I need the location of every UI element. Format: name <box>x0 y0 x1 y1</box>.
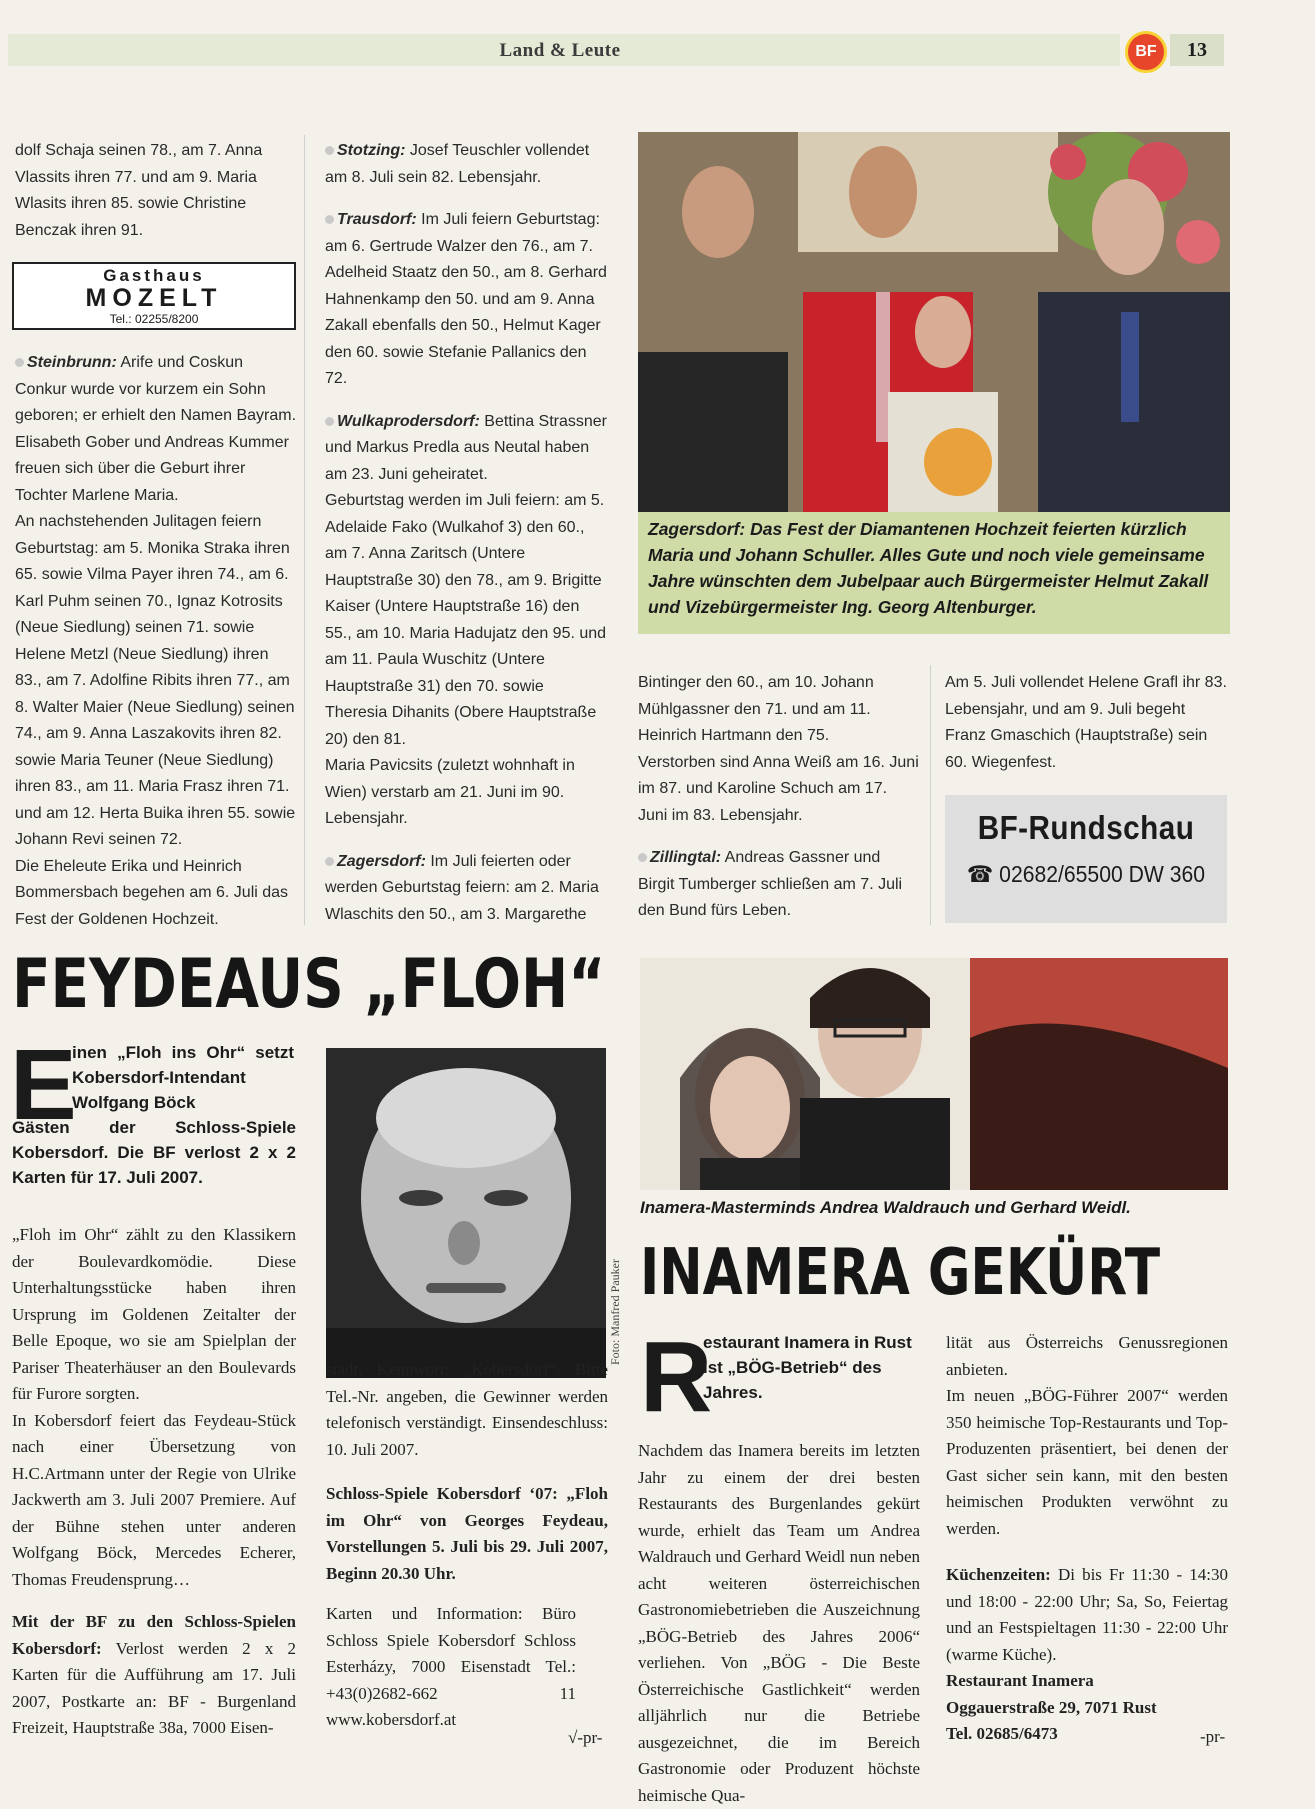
paragraph: Im neuen „BÖG-Führer 2007“ werden 350 heimische Top-Restaurants und Top-Produzenten präsentiert, bei denen der Gast sicher sein kann, mit den besten heimischen Produkten verwöhnt zu werden. <box>946 1386 1228 1538</box>
photo-diamond-wedding <box>638 132 1230 512</box>
article-lead: inen „Floh ins Ohr“ setzt Kobersdorf-Intendant Wolfgang Böck <box>72 1043 294 1112</box>
paragraph: Zagersdorf: Im Juli feierten oder werden Geburtstag feiern: am 2. Maria Wlaschits den 50., am 3. Margarethe <box>325 852 599 923</box>
paragraph: Stotzing: Josef Teuschler vollendet am 8. Juli sein 82. Lebensjahr. <box>325 142 590 186</box>
article-lead: estaurant Inamera in Rust ist „BÖG-Betrieb“ des Jahres. <box>703 1333 912 1402</box>
photo-wolfgang-boeck-image <box>326 1048 606 1378</box>
bullet-dot-icon <box>325 417 334 426</box>
paragraph: Wulkaprodersdorf: Bettina Strassner und Markus Predla aus Neutal haben am 23. Juni geheiratet. <box>325 412 607 483</box>
phone-icon: ☎ <box>966 861 1000 887</box>
bf-box-phone: ☎ 02682/65500 DW 360 <box>966 861 1206 887</box>
paragraph: Geburtstag werden im Juli feiern: am 5. Adelaide Fako (Wulkahof 3) den 60., am 7. Anna Zaritsch (Untere Hauptstraße 30) den 78., am 9. Brigitte Kaiser (Untere Hauptstraße 16) den 55., am 10. Maria Hadujatz den 95. und am 11. Paula Wuschitz (Untere Hauptstraße 31) den 70. sowie Theresia Dihanits (Obere Hauptstraße 20) den 81. <box>325 492 607 748</box>
bullet-dot-icon <box>325 215 334 224</box>
paragraph: Schloss-Spiele Kobersdorf ‘07: „Floh im Ohr“ von Georges Feydeau, Vorstellungen 5. Juli bis 29. Juli 2007, Beginn 20.30 Uhr. <box>326 1484 608 1583</box>
signature: -pr- <box>1200 1727 1226 1746</box>
paragraph: Steinbrunn: Arife und Coskun Conkur wurde vor kurzem ein Sohn geboren; er erhielt den Namen Bayram. Elisabeth Gober und Andreas Kummer freuen sich über die Geburt ihrer Tochter Marlene Maria. <box>15 354 297 504</box>
ad-line2: MOZELT <box>85 284 223 312</box>
column-divider <box>304 135 305 925</box>
article-body-col2 <box>946 1330 1228 1748</box>
paragraph: Karten und Information: Büro Schloss Spiele Kobersdorf Schloss Esterházy, 7000 Eisenstadt Tel.: +43(0)2682-662 11 www.kobersdorf.at <box>326 1604 576 1729</box>
paragraph: „Floh im Ohr“ zählt zu den Klassikern der Boulevardkomödie. Diese Unterhaltungsstücke haben ihren Ursprung im Goldenen Zeitalter der Belle Epoque, wo sie am Spielplan der Pariser Theaterhäuser an den Boulevards für Furore sorgten. <box>12 1225 296 1403</box>
article-lead: Gästen der Schloss-Spiele Kobersdorf. Die BF verlost 2 x 2 Karten für 17. Juli 2007. <box>12 1118 296 1187</box>
ad-line1: Gasthaus <box>103 266 205 285</box>
paragraph: Bintinger den 60., am 10. Johann Mühlgassner den 71. und am 11. Heinrich Hartmann den 75. <box>638 674 874 744</box>
bullet-dot-icon <box>325 146 334 155</box>
paragraph: Nachdem das Inamera bereits im letzten Jahr zu einem der drei besten Restaurants des Burgenlandes gekürt wurde, erhielt das Team um Andrea Waldrauch und Gerhard Weidl nun neben acht weiteren österreichischen Gastronomiebetrieben die Auszeichnung „BÖG-Betrieb des Jahres 2006“ verliehen. Von „BÖG - Die Beste Österreichische Gastlichkeit“ werden alljährlich nur die Betriebe ausgezeichnet, die im Bereich Gastronomie oder Produzent höchste heimische Qua- <box>638 1441 920 1805</box>
paragraph: Zillingtal: Andreas Gassner und Birgit Tumberger schließen am 7. Juli den Bund fürs Leben. <box>638 849 903 919</box>
photo-inamera-image <box>640 958 1228 1190</box>
article-body-col2 <box>326 1357 608 1734</box>
restaurant-phone: Tel. 02685/6473 <box>946 1724 1058 1743</box>
paragraph: Die Eheleute Erika und Heinrich Bommersbach begehen am 6. Juli das Fest der Goldenen Hochzeit. <box>15 857 289 928</box>
section-title: Land & Leute <box>499 40 621 61</box>
paragraph: In Kobersdorf feiert das Feydeau-Stück nach einer Übersetzung von H.C.Artmann unter der Regie von Ulrike Jackwerth am 3. Juli 2007 Premiere. Auf der Bühne stehen unter anderen Wolfgang Böck, Mercedes Echerer, Thomas Freudensprung… <box>12 1410 296 1589</box>
photo-credit: Foto: Manfred Pauker <box>608 1259 622 1365</box>
photo-caption: Inamera-Masterminds Andrea Waldrauch und Gerhard Weidl. <box>640 1198 1131 1217</box>
paragraph: Trausdorf: Im Juli feiern Geburtstag: am 6. Gertrude Walzer den 76., am 7. Adelheid Staatz den 50., am 8. Gerhard Hahnenkamp den 50. und am 9. Anna Zakall ebenfalls den 50., Helmut Kager den 60. sowie Stefanie Pallanics den 72. <box>325 211 607 387</box>
paragraph: dolf Schaja seinen 78., am 7. Anna Vlassits ihren 77. und am 9. Maria Wlasits ihren 85. sowie Christine Benczak ihren 91. <box>15 142 263 239</box>
paragraph: Mit der BF zu den Schloss-Spielen Kobersdorf: Verlost werden 2 x 2 Karten für die Aufführung am 17. Juli 2007, Postkarte an: BF - Burgenland Freizeit, Hauptstraße 38a, 7000 Eisen- <box>12 1612 296 1737</box>
bf-logo-icon: BF <box>1125 31 1167 73</box>
photo-wolfgang-boeck <box>326 1048 606 1378</box>
column-divider <box>930 665 931 925</box>
bf-box-title: BF-Rundschau <box>977 809 1195 846</box>
paragraph: Küchenzeiten: Di bis Fr 11:30 - 14:30 und 18:00 - 22:00 Uhr; Sa, So, Feiertag und an Festspieltagen 11:30 - 22:00 Uhr (warme Küche). <box>946 1565 1228 1664</box>
article-body <box>638 1438 920 1809</box>
paragraph: lität aus Österreichs Genussregionen anbieten. <box>946 1333 1228 1379</box>
photo-inamera-masterminds <box>640 958 1228 1190</box>
column-4 <box>945 670 1230 776</box>
ad-phone: Tel.: 02255/8200 <box>109 312 199 326</box>
ad-gasthaus-mozelt[interactable] <box>12 262 296 330</box>
signature: √-pr- <box>568 1728 603 1747</box>
article-body <box>12 1222 296 1742</box>
article-headline: INAMERA GEKÜRT <box>640 1236 1161 1310</box>
photo-diamond-wedding-image <box>638 132 1230 512</box>
column-3 <box>638 670 920 925</box>
drop-cap: E <box>10 1029 77 1141</box>
bf-rundschau-box <box>945 795 1227 923</box>
page-number: 13 <box>1170 34 1224 66</box>
article-headline: FEYDEAUS „FLOH“ <box>12 945 606 1024</box>
paragraph: Am 5. Juli vollendet Helene Grafl ihr 83. Lebensjahr, und am 9. Juli begeht Franz Gmaschich (Hauptstraße) sein 60. Wiegenfest. <box>945 674 1227 771</box>
bullet-dot-icon <box>15 358 24 367</box>
column-1 <box>15 350 297 933</box>
photo-caption: Zagersdorf: Das Fest der Diamantenen Hochzeit feierten kürzlich Maria und Johann Schuller. Alles Gute und noch viele gemeinsame Jahre wünschten dem Jubelpaar auch Bürgermeister Helmut Zakall und Vizebürgermeister Ing. Georg Altenburger. <box>638 512 1230 634</box>
paragraph: stadt, Kennwort: „Kobersdorf“. Bitte Tel.-Nr. angeben, die Gewinner werden telefonisch verständigt. Einsendeschluss: 10. Juli 2007. <box>326 1360 608 1459</box>
bullet-dot-icon <box>325 857 334 866</box>
paragraph: Maria Pavicsits (zuletzt wohnhaft in Wien) verstarb am 21. Juni im 90. Lebensjahr. <box>325 757 575 827</box>
restaurant-name: Restaurant Inamera <box>946 1671 1094 1690</box>
drop-cap: R <box>640 1321 713 1433</box>
paragraph: Verstorben sind Anna Weiß am 16. Juni im 87. und Karoline Schuch am 17. Juni im 83. Lebensjahr. <box>638 753 919 824</box>
column-2 <box>325 138 607 928</box>
bullet-dot-icon <box>638 853 647 862</box>
paragraph: An nachstehenden Julitagen feiern Geburtstag: am 5. Monika Straka ihren 65. sowie Vilma Payer ihren 74., am 6. Karl Puhm seinen 70., Ignaz Kotrosits (Neue Siedlung) seinen 71. sowie Helene Metzl (Neue Siedlung) ihren 83., am 7. Adolfine Ribits ihren 77., am 8. Walter Maier (Neue Siedlung) seinen 74., am 9. Anna Laszakovits ihren 82. sowie Maria Teuner (Neue Siedlung) ihren 83., am 11. Maria Frasz ihren 71. und am 12. Herta Buika ihren 55. sowie Johann Revi seinen 72. <box>15 513 296 848</box>
restaurant-address: Oggauerstraße 29, 7071 Rust <box>946 1697 1157 1717</box>
column-1-top <box>15 138 297 244</box>
